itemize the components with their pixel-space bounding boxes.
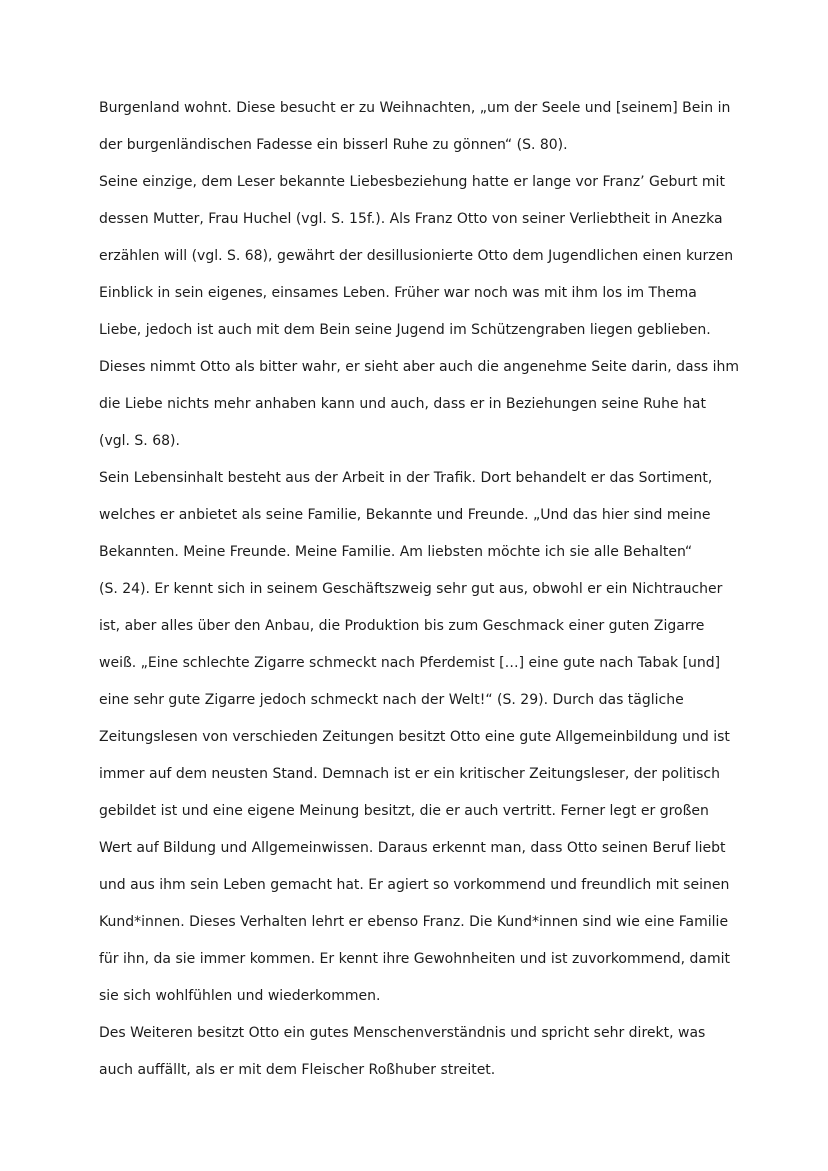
text-line: Wert auf Bildung und Allgemeinwissen. Daraus erkennt man, dass Otto seinen Beruf liebt [99, 840, 726, 856]
text-line: die Liebe nichts mehr anhaben kann und auch, dass er in Beziehungen seine Ruhe hat [99, 396, 706, 412]
text-line: Seine einzige, dem Leser bekannte Liebesbeziehung hatte er lange vor Franz’ Geburt mit [99, 174, 725, 190]
text-line: Bekannten. Meine Freunde. Meine Familie. Am liebsten möchte ich sie alle Behalten“ [99, 544, 693, 560]
text-line: Burgenland wohnt. Diese besucht er zu Weihnachten, „um der Seele und [seinem] Bein in [99, 100, 731, 116]
text-line: ist, aber alles über den Anbau, die Produktion bis zum Geschmack einer guten Zigarre [99, 618, 705, 634]
text-line: sie sich wohlfühlen und wiederkommen. [99, 988, 381, 1004]
text-line: der burgenländischen Fadesse ein bisserl Ruhe zu gönnen“ (S. 80). [99, 137, 568, 153]
text-line: weiß. „Eine schlechte Zigarre schmeckt nach Pferdemist […] eine gute nach Tabak [und] [99, 655, 721, 671]
text-line: eine sehr gute Zigarre jedoch schmeckt nach der Welt!“ (S. 29). Durch das tägliche [99, 692, 684, 708]
text-line: welches er anbietet als seine Familie, Bekannte und Freunde. „Und das hier sind meine [99, 507, 711, 523]
text-line: Dieses nimmt Otto als bitter wahr, er sieht aber auch die angenehme Seite darin, dass ihm [99, 359, 740, 375]
text-line: dessen Mutter, Frau Huchel (vgl. S. 15f.). Als Franz Otto von seiner Verliebtheit in Anezka [99, 211, 723, 227]
text-line: erzählen will (vgl. S. 68), gewährt der desillusionierte Otto dem Jugendlichen einen kurzen [99, 248, 734, 264]
text-line: gebildet ist und eine eigene Meinung besitzt, die er auch vertritt. Ferner legt er großen [99, 803, 709, 819]
text-line: Kund*innen. Dieses Verhalten lehrt er ebenso Franz. Die Kund*innen sind wie eine Familie [99, 914, 729, 930]
text-line: und aus ihm sein Leben gemacht hat. Er agiert so vorkommend und freundlich mit seinen [99, 877, 730, 893]
text-line: Liebe, jedoch ist auch mit dem Bein seine Jugend im Schützengraben liegen geblieben. [99, 322, 711, 338]
text-line: für ihn, da sie immer kommen. Er kennt ihre Gewohnheiten und ist zuvorkommend, damit [99, 951, 731, 967]
text-line: immer auf dem neusten Stand. Demnach ist er ein kritischer Zeitungsleser, der politisch [99, 766, 720, 782]
text-line: (vgl. S. 68). [99, 433, 180, 449]
text-line: Sein Lebensinhalt besteht aus der Arbeit in der Trafik. Dort behandelt er das Sortiment, [99, 470, 713, 486]
text-line: auch auffällt, als er mit dem Fleischer Roßhuber streitet. [99, 1062, 496, 1078]
text-line: Zeitungslesen von verschieden Zeitungen besitzt Otto eine gute Allgemeinbildung und ist [99, 729, 730, 745]
text-line: Des Weiteren besitzt Otto ein gutes Menschenverständnis und spricht sehr direkt, was [99, 1025, 706, 1041]
text-line: (S. 24). Er kennt sich in seinem Geschäftszweig sehr gut aus, obwohl er ein Nichtraucher [99, 581, 723, 597]
text-line: Einblick in sein eigenes, einsames Leben. Früher war noch was mit ihm los im Thema [99, 285, 697, 301]
